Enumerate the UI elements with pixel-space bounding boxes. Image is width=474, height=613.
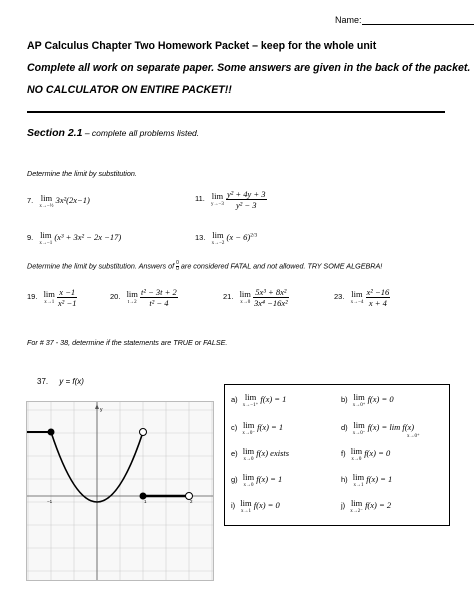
instruction-work: Complete all work on separate paper. Some answers are given in the back of the packet. [27,62,471,74]
closed-point [48,429,55,436]
tick-label-2: 2 [190,499,193,504]
limit-operator: lim x→0⁻ [242,420,256,436]
note-text-b: are considered FATAL and not allowed. TRY SOME ALGEBRA! [180,261,383,271]
problem-21 [223,287,289,308]
problem-number: 23. [334,292,345,302]
problem-number: 19. [27,292,38,302]
fraction: $\frac{\text{y² + 4y + 3}}{\text{y² − 3}}$ [226,189,266,210]
expression: (x − 6) [226,232,251,243]
problem-19 [27,287,77,308]
y-axis-label: y [100,407,103,413]
fraction: $\frac{\text{x² −16}}{x + 4}$ [366,287,390,308]
statement-i [231,499,280,514]
limit-operator: lim x→−½ [39,193,54,209]
instruction-true-false: For # 37 - 38, determine if the statements are TRUE or FALSE. [27,338,228,347]
statement-label: h) [341,475,348,485]
tick-label-neg1: −1 [47,499,53,504]
statement-label: d) [341,423,348,433]
statement-expr: f(x) = 0 [364,448,391,459]
limit-operator: lim x→0⁺ [352,392,366,408]
statement-j [341,499,391,514]
statement-expr: f(x) exists [256,448,290,459]
limit-operator: lim x→−1⁺ [242,392,259,408]
problem-number: 13. [195,233,206,243]
problem-number: 20. [110,292,121,302]
statement-expr: f(x) = 1 [260,394,287,405]
statement-e [231,447,289,462]
statement-label: a) [231,395,238,405]
limit-operator: lim x→1 [43,289,55,305]
statement-d [341,420,420,439]
statement-expr: f(x) = 1 [366,474,393,485]
statement-expr: f(x) = 1 [256,474,283,485]
page-title: AP Calculus Chapter Two Homework Packet – keep for the whole unit [27,40,377,52]
name-field [335,15,474,25]
zero-over-zero: $\frac{0}{0}$ [176,260,179,272]
statement-label: f) [341,449,346,459]
statement-b [341,393,394,408]
tick-label-1: 1 [144,499,147,504]
open-point [186,493,193,500]
grid [27,402,213,580]
limit-operator: lim x→0 [239,289,251,305]
note-text-a: Determine the limit by substitution. Answers of [27,261,175,271]
problem-number: 9. [27,233,34,243]
limit-operator: lim x→−2 [211,230,225,246]
problem-11 [195,189,267,210]
limit-operator: lim x→1 [352,472,365,488]
problem-37-label [37,377,84,386]
problem-number: 11. [195,194,205,204]
statement-a [231,393,286,408]
statements-box [224,384,450,526]
name-label: Name: [335,15,362,25]
limit-operator: lim x→0 [242,446,255,462]
statement-expr: f(x) = 1 [257,422,284,433]
fraction: $\frac{\text{5x³ + 8x²}}{\text{3x⁴ −16x²}}$ [254,287,288,308]
problem-9 [27,231,121,246]
function-label: y = f(x) [59,377,84,386]
limit-operator: lim x→−1 [39,230,53,246]
section-title: Section 2.1 [27,127,83,139]
closed-point [140,493,147,500]
problem-number: 21. [223,292,234,302]
problem-7 [27,194,90,209]
statement-label: e) [231,449,238,459]
graph-canvas [27,402,213,580]
limit-operator: lim x→1 [240,498,252,514]
statement-expr: f(x) = 0 [253,500,280,511]
limit-operator: lim x→0 [242,472,255,488]
function-graph [26,401,214,581]
divider [27,111,445,113]
statement-label: i) [231,501,236,511]
problem-23 [334,287,390,308]
fraction: $\frac{\text{t² − 3t + 2}}{\text{t² − 4}}$ [141,287,177,308]
name-blank [362,15,474,25]
expression: (x³ + 3x² − 2x −17) [54,232,122,243]
statement-label: g) [231,475,238,485]
statement-label: b) [341,395,348,405]
statement-expr: f(x) = lim f(x) [367,422,415,433]
statement-f [341,447,390,462]
statement-label: j) [341,501,346,511]
limit-operator: lim x→2⁻ [350,498,363,514]
exponent: 2/3 [250,232,258,239]
expression: 3x²(2x−1) [55,195,90,206]
problem-number: 7. [27,196,34,206]
problem-13 [195,231,257,246]
section-heading [27,127,199,139]
limit-operator: lim x→0⁻ [352,420,366,436]
limit-operator: lim x→−4 [350,289,364,305]
statement-c [231,421,283,436]
y-axis-arrow [95,404,99,409]
statement-expr: f(x) = 2 [365,500,392,511]
instruction-substitution: Determine the limit by substitution. [27,169,137,178]
limit-operator: lim y→−3 [211,191,224,207]
problem-20 [110,287,178,308]
statement-h [341,473,392,488]
instruction-calculator: NO CALCULATOR ON ENTIRE PACKET!! [27,84,232,96]
statement-expr: f(x) = 0 [367,394,394,405]
limit-operator: lim x→0 [350,446,363,462]
second-limit-sub: x→0⁺ [407,434,420,439]
statement-label: c) [231,423,238,433]
instruction-algebra [27,261,382,272]
statement-g [231,473,282,488]
problem-number: 37. [37,377,49,386]
open-point [140,429,147,436]
limit-operator: lim t→2 [126,289,138,305]
fraction: $\frac{x -1}{\text{x² −1}}$ [58,287,77,308]
section-subtitle: – complete all problems listed. [82,128,200,138]
